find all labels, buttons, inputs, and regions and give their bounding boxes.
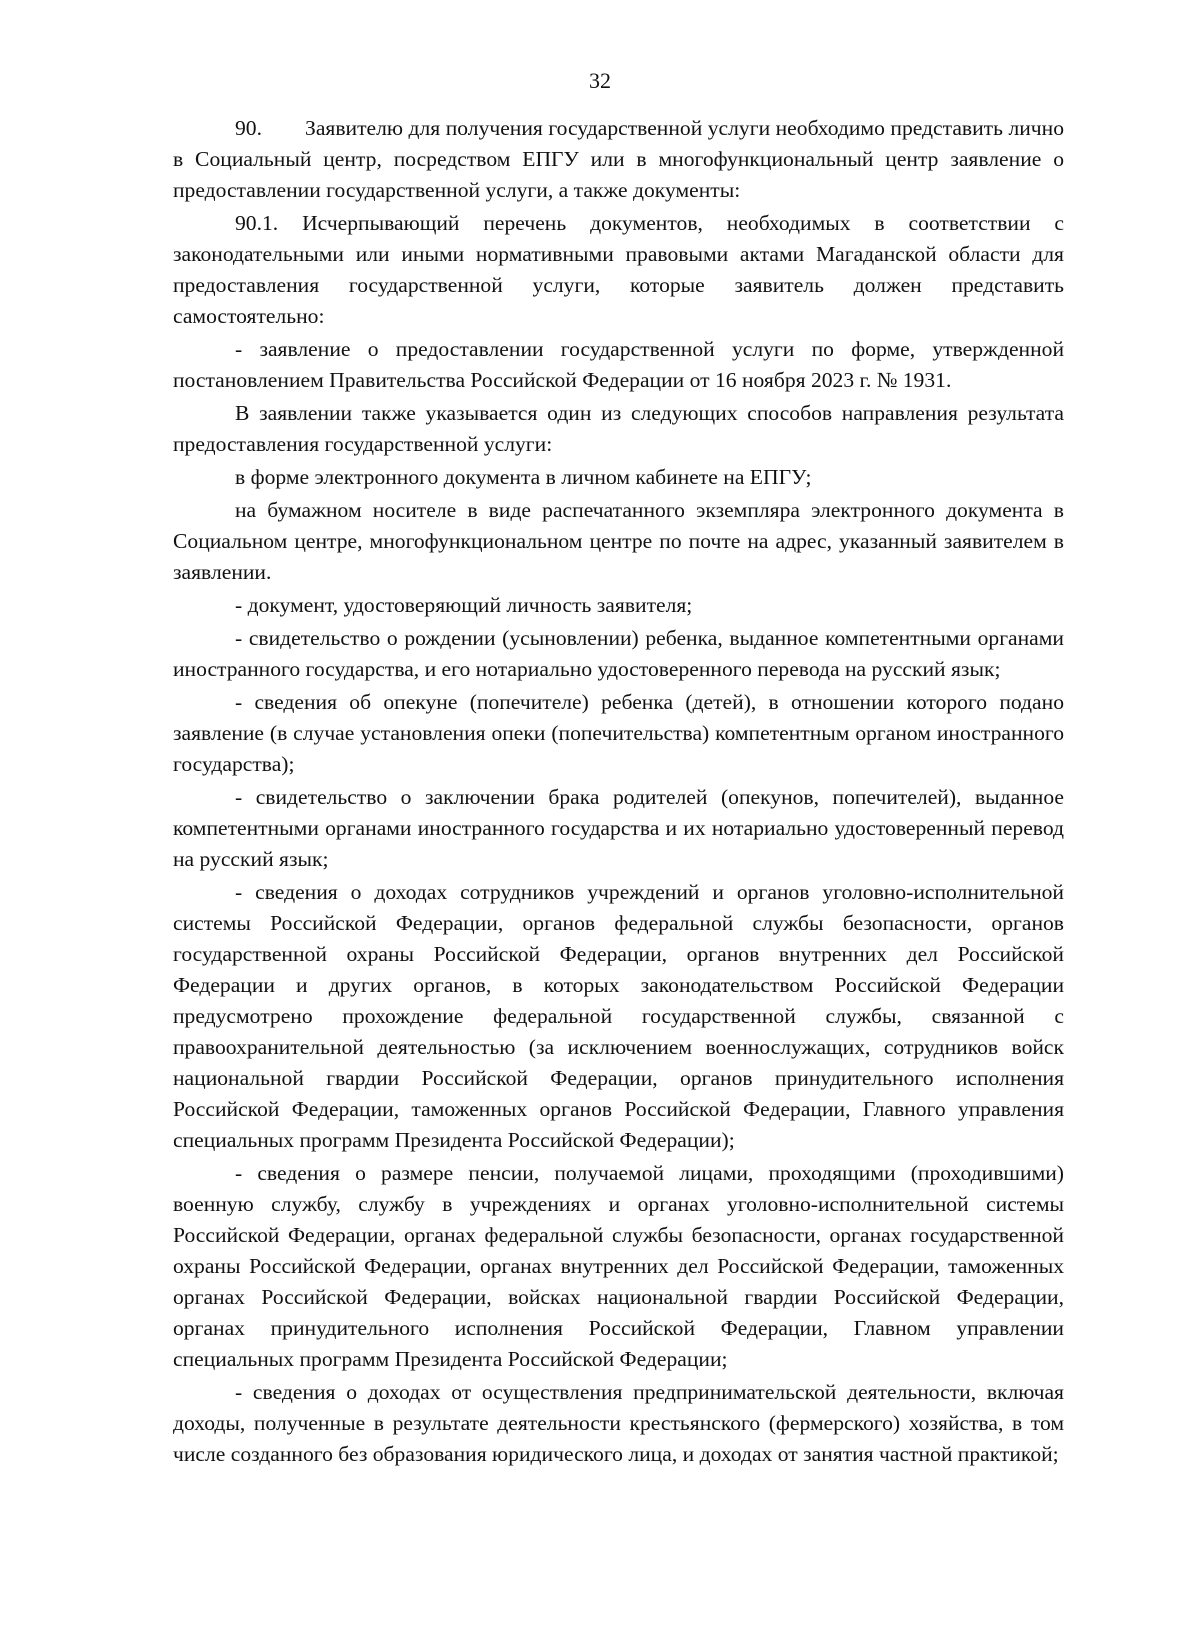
paragraph-text: - свидетельство о рождении (усыновлении) ребенка, выданное компетентными органами иностранного государства, и его нотариально удостоверенного перевода на русский язык; (173, 626, 1064, 681)
list-item-employee-income (173, 877, 1064, 1156)
list-item-birth-certificate (173, 623, 1064, 685)
paragraph-text: Заявителю для получения государственной услуги необходимо представить лично в Социальный центр, посредством ЕПГУ или в многофункциональный центр заявление о предоставлении государственной услуги, а также документы: (173, 116, 1064, 202)
paragraph-text: на бумажном носителе в виде распечатанного экземпляра электронного документа в Социальном центре, многофункциональном центре по почте на адрес, указанный заявителем в заявлении. (173, 498, 1064, 584)
list-item-business-income (173, 1377, 1064, 1470)
paragraph-delivery-methods (173, 398, 1064, 460)
paragraph-90 (173, 113, 1064, 206)
paragraph-text: - сведения о доходах сотрудников учреждений и органов уголовно-исполнительной системы Российской Федерации, органов федеральной службы безопасности, органов государственной охраны Российской Федерации, органов внутренних дел Российской Федерации и других органов, в которых законодательством Российской Федерации предусмотрено прохождение федеральной государственной службы, связанной с правоохранительной деятельностью (за исключением военнослужащих, сотрудников войск национальной гвардии Российской Федерации, органов принудительного исполнения Российской Федерации, таможенных органов Российской Федерации, Главного управления специальных программ Президента Российской Федерации); (173, 880, 1064, 1152)
paragraph-text: - заявление о предоставлении государственной услуги по форме, утвержденной постановлением Правительства Российской Федерации от 16 ноября 2023 г. № 1931. (173, 337, 1064, 392)
list-item-identity-document (173, 590, 1064, 621)
paragraph-text: - свидетельство о заключении брака родителей (опекунов, попечителей), выданное компетентными органами иностранного государства и их нотариально удостоверенный перевод на русский язык; (173, 785, 1064, 871)
list-item-application (173, 334, 1064, 396)
delivery-method-electronic (173, 462, 1064, 493)
paragraph-number: 90. (235, 116, 262, 140)
paragraph-text: 90.1. Исчерпывающий перечень документов, необходимых в соответствии с законодательными или иными нормативными правовыми актами Магаданской области для предоставления государственной услуги, которые заявитель должен представить самостоятельно: (173, 211, 1064, 328)
paragraph-text: - сведения об опекуне (попечителе) ребенка (детей), в отношении которого подано заявление (в случае установления опеки (попечительства) компетентным органом иностранного государства); (173, 690, 1064, 776)
list-item-pension-info (173, 1158, 1064, 1375)
paragraph-text: в форме электронного документа в личном кабинете на ЕПГУ; (235, 465, 812, 489)
paragraph-text: - сведения о доходах от осуществления предпринимательской деятельности, включая доходы, полученные в результате деятельности крестьянского (фермерского) хозяйства, в том числе созданного без образования юридического лица, и доходах от занятия частной практикой; (173, 1380, 1064, 1466)
document-body (173, 113, 1064, 1470)
page-number: 32 (589, 68, 611, 93)
paragraph-90-1 (173, 208, 1064, 332)
paragraph-text: - сведения о размере пенсии, получаемой лицами, проходящими (проходившими) военную службу, службу в учреждениях и органах уголовно-исполнительной системы Российской Федерации, органах федеральной службы безопасности, органах государственной охраны Российской Федерации, органах внутренних дел Российской Федерации, таможенных органах Российской Федерации, войсках национальной гвардии Российской Федерации, органах принудительного исполнения Российской Федерации, Главном управлении специальных программ Президента Российской Федерации; (173, 1161, 1064, 1371)
paragraph-text: В заявлении также указывается один из следующих способов направления результата предоставления государственной услуги: (173, 401, 1064, 456)
list-item-marriage-certificate (173, 782, 1064, 875)
list-item-guardian-info (173, 687, 1064, 780)
delivery-method-paper (173, 495, 1064, 588)
paragraph-text: - документ, удостоверяющий личность заявителя; (235, 593, 693, 617)
